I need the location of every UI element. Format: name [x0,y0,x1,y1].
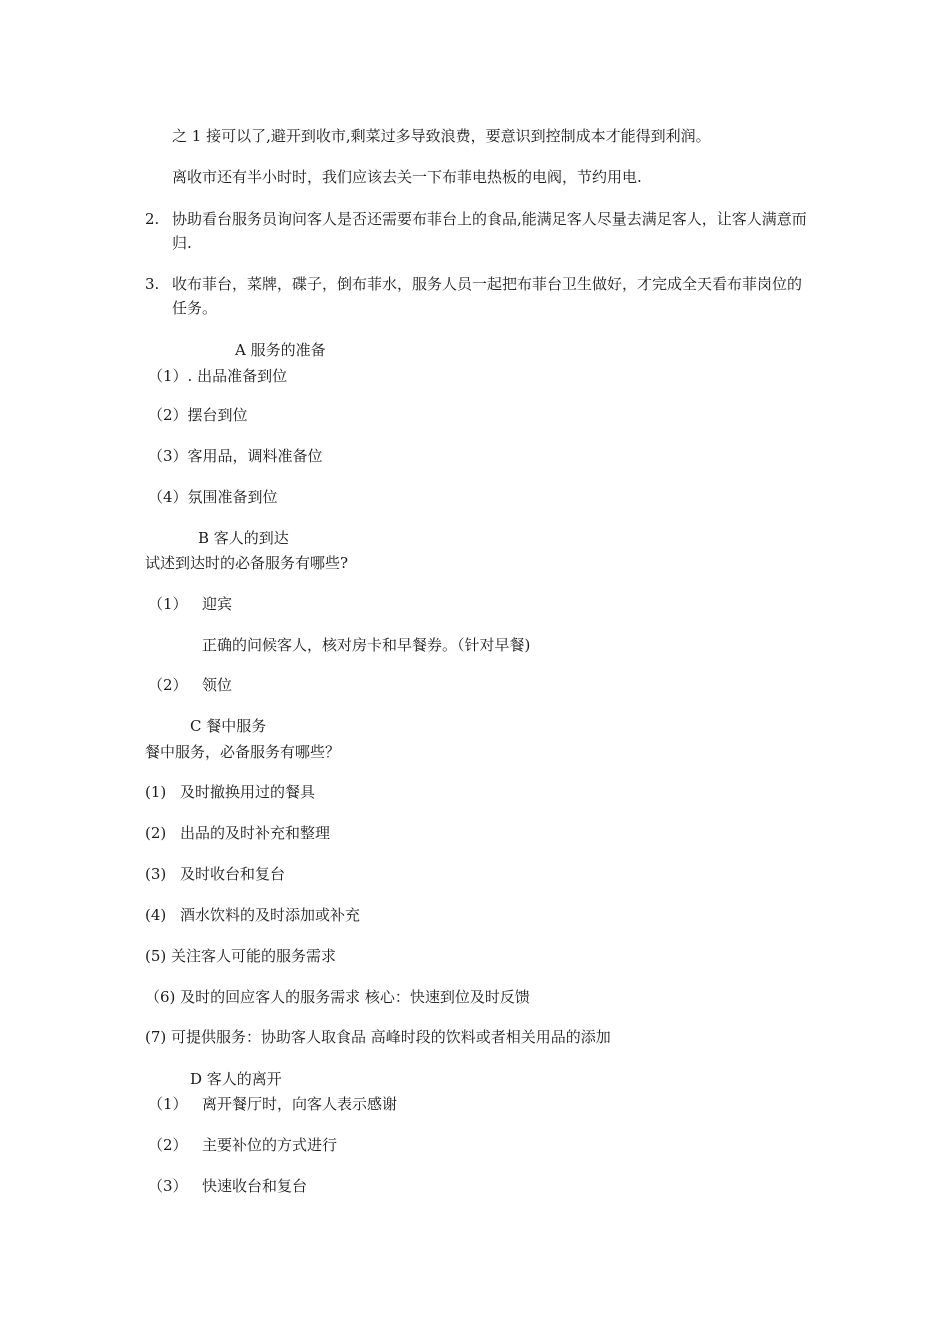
section-a-item-1: （1）. 出品准备到位 [148,367,288,385]
paragraph-cost-control: 之 1 接可以了,避开到收市,剩菜过多导致浪费，要意识到控制成本才能得到利润。 [172,127,711,145]
section-b-item-2-text: 领位 [202,676,233,694]
section-c-item-3-number: (3) [145,865,167,883]
section-d-item-2-number: （2） [148,1136,188,1154]
section-d-item-1-number: （1） [148,1095,188,1113]
section-c-heading: C 餐中服务 [190,717,267,735]
list-item-2-text: 协助看台服务员询问客人是否还需要布菲台上的食品,能满足客人尽量去满足客人，让客人满意而归. [172,210,807,252]
section-d-item-2-text: 主要补位的方式进行 [202,1136,338,1154]
section-b-item-2-number: （2） [148,676,188,694]
section-b-question: 试述到达时的必备服务有哪些? [145,554,349,572]
section-a-item-2: （2）摆台到位 [148,406,248,424]
section-c-item-2-number: (2) [145,824,167,842]
section-d-item-3-text: 快速收台和复台 [202,1177,308,1195]
section-c-item-3-text: 及时收台和复台 [180,865,286,883]
list-number-3: 3. [145,275,160,293]
section-d-item-3-number: （3） [148,1177,188,1195]
section-d-item-1-text: 离开餐厅时，向客人表示感谢 [202,1095,398,1113]
section-c-item-1-number: (1) [145,783,167,801]
section-b-item-1-detail: 正确的问候客人，核对房卡和早餐券。（针对早餐) [202,636,531,654]
section-c-item-7: (7) 可提供服务：协助客人取食品 高峰时段的饮料或者相关用品的添加 [145,1028,611,1046]
section-c-item-6: （6) 及时的回应客人的服务需求 核心：快速到位及时反馈 [145,988,530,1006]
list-item-3-text: 收布菲台，菜牌，碟子，倒布菲水，服务人员一起把布菲台卫生做好，才完成全天看布菲岗位的任务。 [172,275,803,317]
section-c-question: 餐中服务，必备服务有哪些？ [145,743,341,761]
section-d-heading: D 客人的离开 [190,1070,282,1088]
section-b-heading: B 客人的到达 [198,529,289,547]
section-b-item-1-text: 迎宾 [202,595,233,613]
section-c-item-5: (5) 关注客人可能的服务需求 [145,947,337,965]
section-c-item-4-number: (4) [145,906,167,924]
section-c-item-4-text: 酒水饮料的及时添加或补充 [180,906,361,924]
section-a-item-3: （3）客用品，调料准备位 [148,447,323,465]
section-a-item-4: （4）氛围准备到位 [148,488,278,506]
section-c-item-1-text: 及时撤换用过的餐具 [180,783,316,801]
list-number-2: 2. [145,210,160,228]
paragraph-power-saving: 离收市还有半小时时，我们应该去关一下布菲电热板的电阀，节约用电. [172,168,642,186]
section-b-item-1-number: （1） [148,595,188,613]
section-c-item-2-text: 出品的及时补充和整理 [180,824,331,842]
section-a-heading: A 服务的准备 [235,341,326,359]
